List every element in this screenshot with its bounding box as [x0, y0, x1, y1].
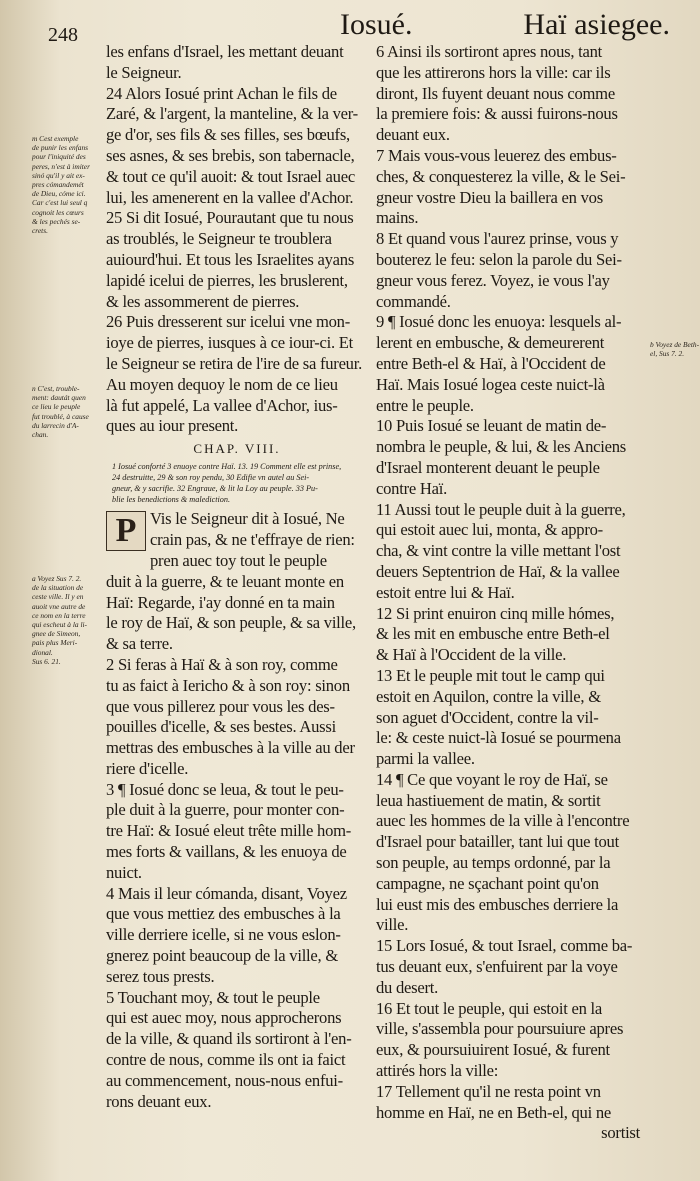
- catchword: sortist: [601, 1123, 640, 1143]
- text-line: 13 Et le peuple mit tout le camp qui: [376, 665, 605, 685]
- note-line: de punir les enfans: [32, 143, 89, 153]
- text-line: les enfans d'Israel, les mettant deuant: [106, 42, 344, 61]
- note-line: ce nom en la terre: [32, 610, 86, 620]
- text-line: tu as faict à Iericho & à son roy: sinon: [106, 675, 350, 695]
- text-line: là fut appelé, La vallee d'Achor, ius-: [106, 395, 338, 415]
- text-line: son aguet d'Occident, contre la vil-: [376, 707, 599, 727]
- text-line: 11 Aussi tout le peuple duit à la guerre,: [376, 499, 626, 519]
- text-line: ge d'or, ses fils & ses filles, ses bœufs,: [106, 125, 350, 145]
- text-line: au commencement, nous-nous enfui-: [106, 1070, 343, 1090]
- text-line: riere d'icelle.: [106, 758, 189, 778]
- running-head: Haï asiegee.: [523, 8, 670, 41]
- note-line: de Dieu, cóme ici.: [32, 189, 86, 199]
- text-line: ville.: [376, 915, 409, 935]
- text-line: 12 Si print enuiron cinq mille hómes,: [376, 603, 615, 623]
- note-line: auoit vne autre de: [32, 601, 86, 611]
- text-line: 9 ¶ Iosué donc les enuoya: lesquels al-: [376, 312, 622, 332]
- text-line: la premiere fois: & aussi fuirons-nous: [376, 104, 618, 124]
- text-line: d'Israel pour batailler, tant lui que tout: [376, 832, 619, 852]
- text-line: cha, & vint contre la ville mettant l'ost: [376, 541, 621, 561]
- summary-line: blie les benedictions & malediction.: [112, 494, 231, 504]
- text-line: tus deuant eux, s'enfuirent par la voye: [376, 957, 618, 977]
- text-line: d'Israel monterent deuant le peuple: [376, 457, 600, 477]
- text-line: & Haï à l'Occident de la ville.: [376, 645, 567, 665]
- text-line: Zaré, & l'argent, la manteline, & la ver-: [106, 104, 358, 124]
- text-line: 7 Mais vous-vous leuerez des embus-: [376, 145, 617, 165]
- note-line: fut troublé, à cause: [32, 411, 89, 421]
- text-line: commandé.: [376, 291, 451, 311]
- text-line: nuict.: [106, 862, 142, 882]
- text-line: eux, & poursuiuirent Iosué, & furent: [376, 1040, 610, 1060]
- text-line: de la ville, & quand ils sortiront à l'en-: [106, 1029, 352, 1049]
- text-line: contre Haï.: [376, 478, 447, 498]
- note-line: b Voyez de Beth-: [650, 340, 700, 349]
- text-line: homme en Haï, ne en Beth-el, qui ne: [376, 1102, 612, 1122]
- text-line: ioye de pierres, iusques à ce iour-ci. Et: [106, 333, 353, 353]
- note-line: de la situation de: [32, 583, 84, 593]
- text-line: nombra le peuple, & lui, & les Anciens: [376, 437, 626, 457]
- dropcap-paragraph: [106, 509, 368, 571]
- running-title: Iosué.: [340, 8, 413, 41]
- text-line: gneur vostre Dieu la baillera en vos: [376, 187, 603, 207]
- note-line: cognoit les cœurs: [32, 207, 84, 217]
- text-line: 16 Et tout le peuple, qui estoit en la: [376, 998, 602, 1018]
- text-line: contre de nous, comme ils ont ia faict: [106, 1050, 346, 1070]
- note-line: pais plus Meri-: [32, 638, 78, 648]
- text-line: & les assommerent de pierres.: [106, 291, 300, 311]
- text-line: du desert.: [376, 977, 439, 997]
- text-line: 24 Alors Iosué print Achan le fils de: [106, 83, 337, 103]
- text-line: ches, & conquesterez la ville, & le Sei-: [376, 166, 626, 186]
- margin-note-m: [32, 134, 90, 235]
- text-line: pouilles d'icelle, & ses bestes. Aussi: [106, 717, 336, 737]
- text-line: mains.: [376, 208, 419, 228]
- note-line: du larrecin d'A-: [32, 420, 79, 430]
- text-line: deuers Septentrion de Haï, & la vallee: [376, 561, 620, 581]
- text-line: ques au iour present.: [106, 416, 239, 436]
- note-line: Sus 6. 21.: [32, 656, 61, 666]
- text-line: que vous pillerez pour vous les des-: [106, 696, 335, 716]
- text-line: ses asnes, & ses brebis, son tabernacle,: [106, 145, 355, 165]
- summary-line: 1 Iosué conforté 3 enuoye contre Haï. 13. 19 Comment elle est prinse,: [112, 462, 342, 472]
- text-line: 26 Puis dresserent sur icelui vne mon-: [106, 312, 350, 332]
- text-line: bouterez le feu: selon la parole du Sei-: [376, 249, 622, 269]
- text-line: estoit en Aquilon, contre la ville, &: [376, 686, 601, 706]
- text-line: 8 Et quand vous l'aurez prinse, vous y: [376, 229, 619, 249]
- text-line: parmi la vallee.: [376, 749, 475, 769]
- text-line: mettras des embusches à la ville au der: [106, 738, 355, 758]
- note-line: pres cómandemét: [32, 180, 84, 190]
- text-line: crain pas, & ne t'effraye de rien:: [150, 530, 355, 550]
- chapter-heading: CHAP. VIII.: [193, 441, 281, 457]
- note-line: & les pechés se-: [32, 216, 81, 226]
- text-line: auec les hommes de la ville à l'encontre: [376, 811, 630, 831]
- text-line: lui eust mis des embusches derriere la: [376, 894, 619, 914]
- dropcap-initial: P: [106, 511, 146, 551]
- text-line: & sa terre.: [106, 634, 173, 654]
- text-line: lapidé icelui de pierres, les bruslerent,: [106, 270, 348, 290]
- text-line: & tout ce qu'il auoit: & tout Israel auec: [106, 166, 355, 186]
- note-line: a Voyez Sus 7. 2.: [32, 574, 82, 583]
- text-line: lui, les amenerent en la vallee d'Achor.: [106, 187, 354, 207]
- note-line: ce lieu le peuple: [32, 402, 81, 412]
- note-line: gnee de Simeon,: [32, 629, 81, 639]
- note-line: dional.: [32, 647, 53, 657]
- note-line: crets.: [32, 226, 48, 236]
- note-line: qui escheut à la li-: [32, 620, 88, 630]
- text-line: le Seigneur.: [106, 62, 182, 82]
- note-line: ceste ville. Il y en: [32, 592, 84, 602]
- summary-line: gneur, & y sacrifie. 32 Engraue, & lit la Loy au peuple. 33 Pu-: [112, 483, 318, 493]
- text-line: le: & ceste nuict-là Iosué se pourmena: [376, 728, 621, 748]
- text-line: campagne, ne sçachant point qu'on: [376, 873, 599, 893]
- text-line: le Seigneur se retira de l'ire de sa fureur.: [106, 353, 362, 373]
- text-line: attirés hors la ville:: [376, 1061, 499, 1081]
- folio-number: 248: [48, 24, 78, 46]
- text-line: gneur vous ferez. Voyez, ie vous l'ay: [376, 270, 610, 290]
- text-line: leua hastiuement de matin, & sortit: [376, 790, 601, 810]
- note-line: Car c'est lui seul q: [32, 198, 88, 208]
- text-line: que vous mettiez des embusches à la: [106, 904, 341, 924]
- text-line: rons deuant eux.: [106, 1091, 212, 1111]
- note-line: pour l'iniquité des: [32, 152, 86, 162]
- text-line: diront, Ils fuyent deuant nous comme: [376, 83, 615, 103]
- text-line: 15 Lors Iosué, & tout Israel, comme ba-: [376, 936, 633, 956]
- text-line: entre Beth-el & Haï, à l'Occident de: [376, 353, 606, 373]
- text-line: estoit entre lui & Haï.: [376, 582, 515, 602]
- text-line: son peuple, au temps ordonné, par la: [376, 853, 611, 873]
- text-line: ville derriere icelle, si ne vous eslon-: [106, 925, 341, 945]
- text-line: Haï: Regarde, i'ay donné en ta main: [106, 592, 335, 612]
- text-line: gnerez point beaucoup de la ville, &: [106, 946, 338, 966]
- text-line: Au moyen dequoy le nom de ce lieu: [106, 374, 338, 394]
- note-line: sinó qu'il y ait ex-: [32, 170, 85, 180]
- left-column: [106, 42, 368, 1112]
- text-line: 4 Mais il leur cómanda, disant, Voyez: [106, 883, 347, 903]
- text-line: auiourd'hui. Et tous les Israelites ayans: [106, 249, 355, 269]
- chapter-summary: [106, 462, 368, 505]
- text-line: serez tous prests.: [106, 966, 215, 986]
- text-line: qui est auec moy, nous approcherons: [106, 1008, 342, 1028]
- note-line: peres, n'est à imiter: [32, 161, 90, 171]
- text-line: 25 Si dit Iosué, Pourautant que tu nous: [106, 208, 354, 228]
- text-line: entre le peuple.: [376, 395, 474, 415]
- text-line: 6 Ainsi ils sortiront apres nous, tant: [376, 42, 603, 61]
- text-line: mes forts & vaillans, & les enuoya de: [106, 842, 347, 862]
- text-line: ville, s'assembla pour poursuiure apres: [376, 1019, 624, 1039]
- text-line: deuant eux.: [376, 125, 450, 145]
- text-line: 14 ¶ Ce que voyant le roy de Haï, se: [376, 769, 608, 789]
- note-line: el, Sus 7. 2.: [650, 349, 685, 359]
- text-line: 5 Touchant moy, & tout le peuple: [106, 987, 320, 1007]
- text-line: 2 Si feras à Haï & à son roy, comme: [106, 654, 338, 674]
- text-line: que les attirerons hors la ville: car ils: [376, 62, 611, 82]
- text-line: pren auec toy tout le peuple: [150, 550, 327, 570]
- text-line: as troublés, le Seigneur te troublera: [106, 229, 332, 249]
- note-line: chan.: [32, 430, 49, 440]
- margin-note-b: [650, 340, 699, 358]
- text-line: qui estoit auec lui, monta, & appro-: [376, 520, 603, 540]
- text-line: & les mit en embusche entre Beth-el: [376, 624, 610, 644]
- text-line: le roy de Haï, & son peuple, & sa ville,: [106, 613, 356, 633]
- text-line: tre Haï: & Iosué eleut trête mille hom-: [106, 821, 352, 841]
- note-line: n C'est, trouble-: [32, 384, 80, 393]
- margin-note-a: [32, 574, 87, 666]
- text-line: Vis le Seigneur dit à Iosué, Ne: [150, 509, 345, 529]
- text-line: duit à la guerre, & te leuant monte en: [106, 571, 344, 591]
- note-line: ment: dautát quen: [32, 393, 86, 403]
- margin-note-n: [32, 384, 89, 439]
- right-column: [376, 42, 644, 1144]
- text-line: 17 Tellement qu'il ne resta point vn: [376, 1081, 601, 1101]
- summary-line: 24 destruitte, 29 & son roy pendu, 30 Edifie vn autel au Sei-: [112, 472, 310, 482]
- text-line: Haï. Mais Iosué logea ceste nuict-là: [376, 374, 605, 394]
- text-line: 10 Puis Iosué se leuant de matin de-: [376, 416, 607, 436]
- text-line: 3 ¶ Iosué donc se leua, & tout le peu-: [106, 779, 344, 799]
- note-line: m Cest exemple: [32, 134, 79, 143]
- text-line: ple duit à la guerre, pour monter con-: [106, 800, 345, 820]
- text-line: lerent en embusche, & demeurerent: [376, 333, 605, 353]
